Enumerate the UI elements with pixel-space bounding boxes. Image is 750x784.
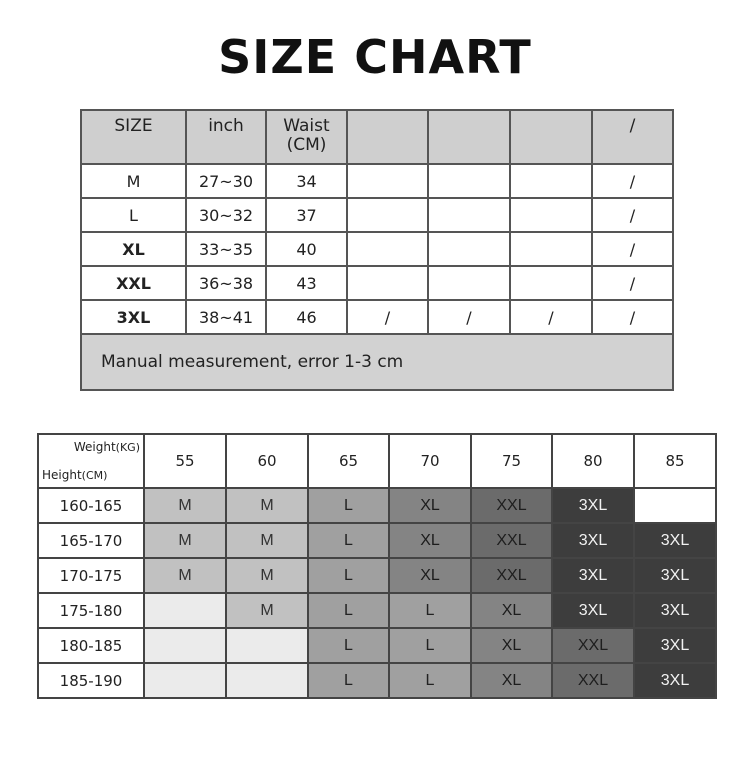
size-table-cell [347,198,428,232]
fit-size-cell [226,628,308,663]
fit-size-cell: L [308,628,389,663]
size-table-cell: 30~32 [186,198,266,232]
size-table-cell: / [347,300,428,334]
size-table-cell [428,232,510,266]
fit-size-cell: 3XL [634,593,716,628]
size-table-cell: 34 [266,164,347,198]
fit-size-cell: M [226,593,308,628]
size-table-cell [510,198,592,232]
fit-size-cell: 3XL [634,628,716,663]
size-table-cell [347,232,428,266]
height-range-cell: 160-165 [38,488,144,523]
page-title: SIZE CHART [218,30,532,84]
size-table-cell: 27~30 [186,164,266,198]
fit-size-cell: L [308,663,389,698]
measurement-note: Manual measurement, error 1-3 cm [81,334,673,390]
fit-size-cell: XL [389,488,471,523]
size-table-header-cell [347,110,428,164]
fit-size-cell: M [144,488,226,523]
fit-size-cell: M [226,488,308,523]
size-table-header-cell [510,110,592,164]
fit-size-cell: 3XL [552,558,634,593]
fit-size-cell: L [308,523,389,558]
size-table-cell: / [428,300,510,334]
height-label: Height [42,468,82,482]
weight-height-fit-table [37,433,717,699]
fit-size-cell: XXL [552,663,634,698]
fit-size-cell [144,663,226,698]
size-measurement-table [80,109,674,391]
size-table-header-cell: inch [186,110,266,164]
height-axis-label [42,468,107,482]
fit-size-cell: L [308,593,389,628]
size-table-cell: 43 [266,266,347,300]
size-table-header-cell [428,110,510,164]
size-table-cell: / [592,232,673,266]
fit-size-cell: M [226,558,308,593]
size-table-header-cell: Waist (CM) [266,110,347,164]
size-table-cell: / [592,266,673,300]
size-table-cell: / [592,164,673,198]
fit-size-cell: L [389,628,471,663]
height-unit: (CM) [81,469,108,482]
fit-size-cell: L [389,663,471,698]
size-label-cell: L [81,198,186,232]
size-table-cell: / [592,198,673,232]
fit-size-cell: XL [471,663,552,698]
height-range-cell: 180-185 [38,628,144,663]
size-table-header-cell: SIZE [81,110,186,164]
weight-header-cell: 75 [471,434,552,488]
fit-size-cell: 3XL [634,558,716,593]
fit-size-cell: XXL [471,488,552,523]
height-range-cell: 170-175 [38,558,144,593]
fit-table-header-row [38,434,716,488]
size-label-cell: XL [81,232,186,266]
size-table-cell [347,266,428,300]
size-table-row [81,198,673,232]
size-table-cell [347,164,428,198]
weight-header-cell: 80 [552,434,634,488]
fit-size-cell [144,628,226,663]
size-table-cell [428,198,510,232]
weight-label: Weight [73,440,116,454]
fit-size-cell [226,663,308,698]
size-table-header-row [81,110,673,164]
fit-size-cell: 3XL [634,523,716,558]
size-label-cell: M [81,164,186,198]
fit-size-cell: 3XL [552,593,634,628]
fit-table-row [38,593,716,628]
fit-table-row [38,558,716,593]
height-range-cell: 175-180 [38,593,144,628]
height-range-cell: 185-190 [38,663,144,698]
weight-unit: (KG) [115,441,140,454]
corner-header-cell [38,434,144,488]
size-table-row [81,300,673,334]
size-table-row [81,266,673,300]
size-table-row [81,164,673,198]
fit-size-cell: XXL [552,628,634,663]
size-table-cell [510,164,592,198]
fit-size-cell: XL [389,523,471,558]
fit-table-row [38,523,716,558]
size-table-cell [510,266,592,300]
weight-header-cell: 70 [389,434,471,488]
size-table-cell: 36~38 [186,266,266,300]
fit-size-cell: XL [471,593,552,628]
size-table-header-cell: / [592,110,673,164]
fit-table-row [38,488,716,523]
size-table-cell [510,232,592,266]
size-label-cell: 3XL [81,300,186,334]
height-range-cell: 165-170 [38,523,144,558]
size-table-note-row [81,334,673,390]
fit-size-cell [634,488,716,523]
size-table-cell: 37 [266,198,347,232]
size-table-row [81,232,673,266]
size-table-cell: / [592,300,673,334]
fit-size-cell: M [144,523,226,558]
size-table-cell: 40 [266,232,347,266]
fit-size-cell: 3XL [552,523,634,558]
fit-table-row [38,663,716,698]
size-table-cell [428,164,510,198]
fit-size-cell: XL [389,558,471,593]
fit-size-cell: 3XL [634,663,716,698]
size-label-cell: XXL [81,266,186,300]
fit-size-cell: L [308,488,389,523]
size-table-cell: 33~35 [186,232,266,266]
fit-size-cell: XL [471,628,552,663]
fit-size-cell: M [226,523,308,558]
weight-header-cell: 65 [308,434,389,488]
size-table-cell [428,266,510,300]
weight-header-cell: 55 [144,434,226,488]
fit-size-cell: XXL [471,558,552,593]
size-table-cell: 46 [266,300,347,334]
weight-header-cell: 85 [634,434,716,488]
weight-header-cell: 60 [226,434,308,488]
fit-size-cell [144,593,226,628]
fit-size-cell: L [308,558,389,593]
fit-size-cell: XXL [471,523,552,558]
size-table-cell: / [510,300,592,334]
weight-axis-label [74,440,140,454]
fit-size-cell: 3XL [552,488,634,523]
size-table-cell: 38~41 [186,300,266,334]
fit-table-row [38,628,716,663]
fit-size-cell: L [389,593,471,628]
fit-size-cell: M [144,558,226,593]
